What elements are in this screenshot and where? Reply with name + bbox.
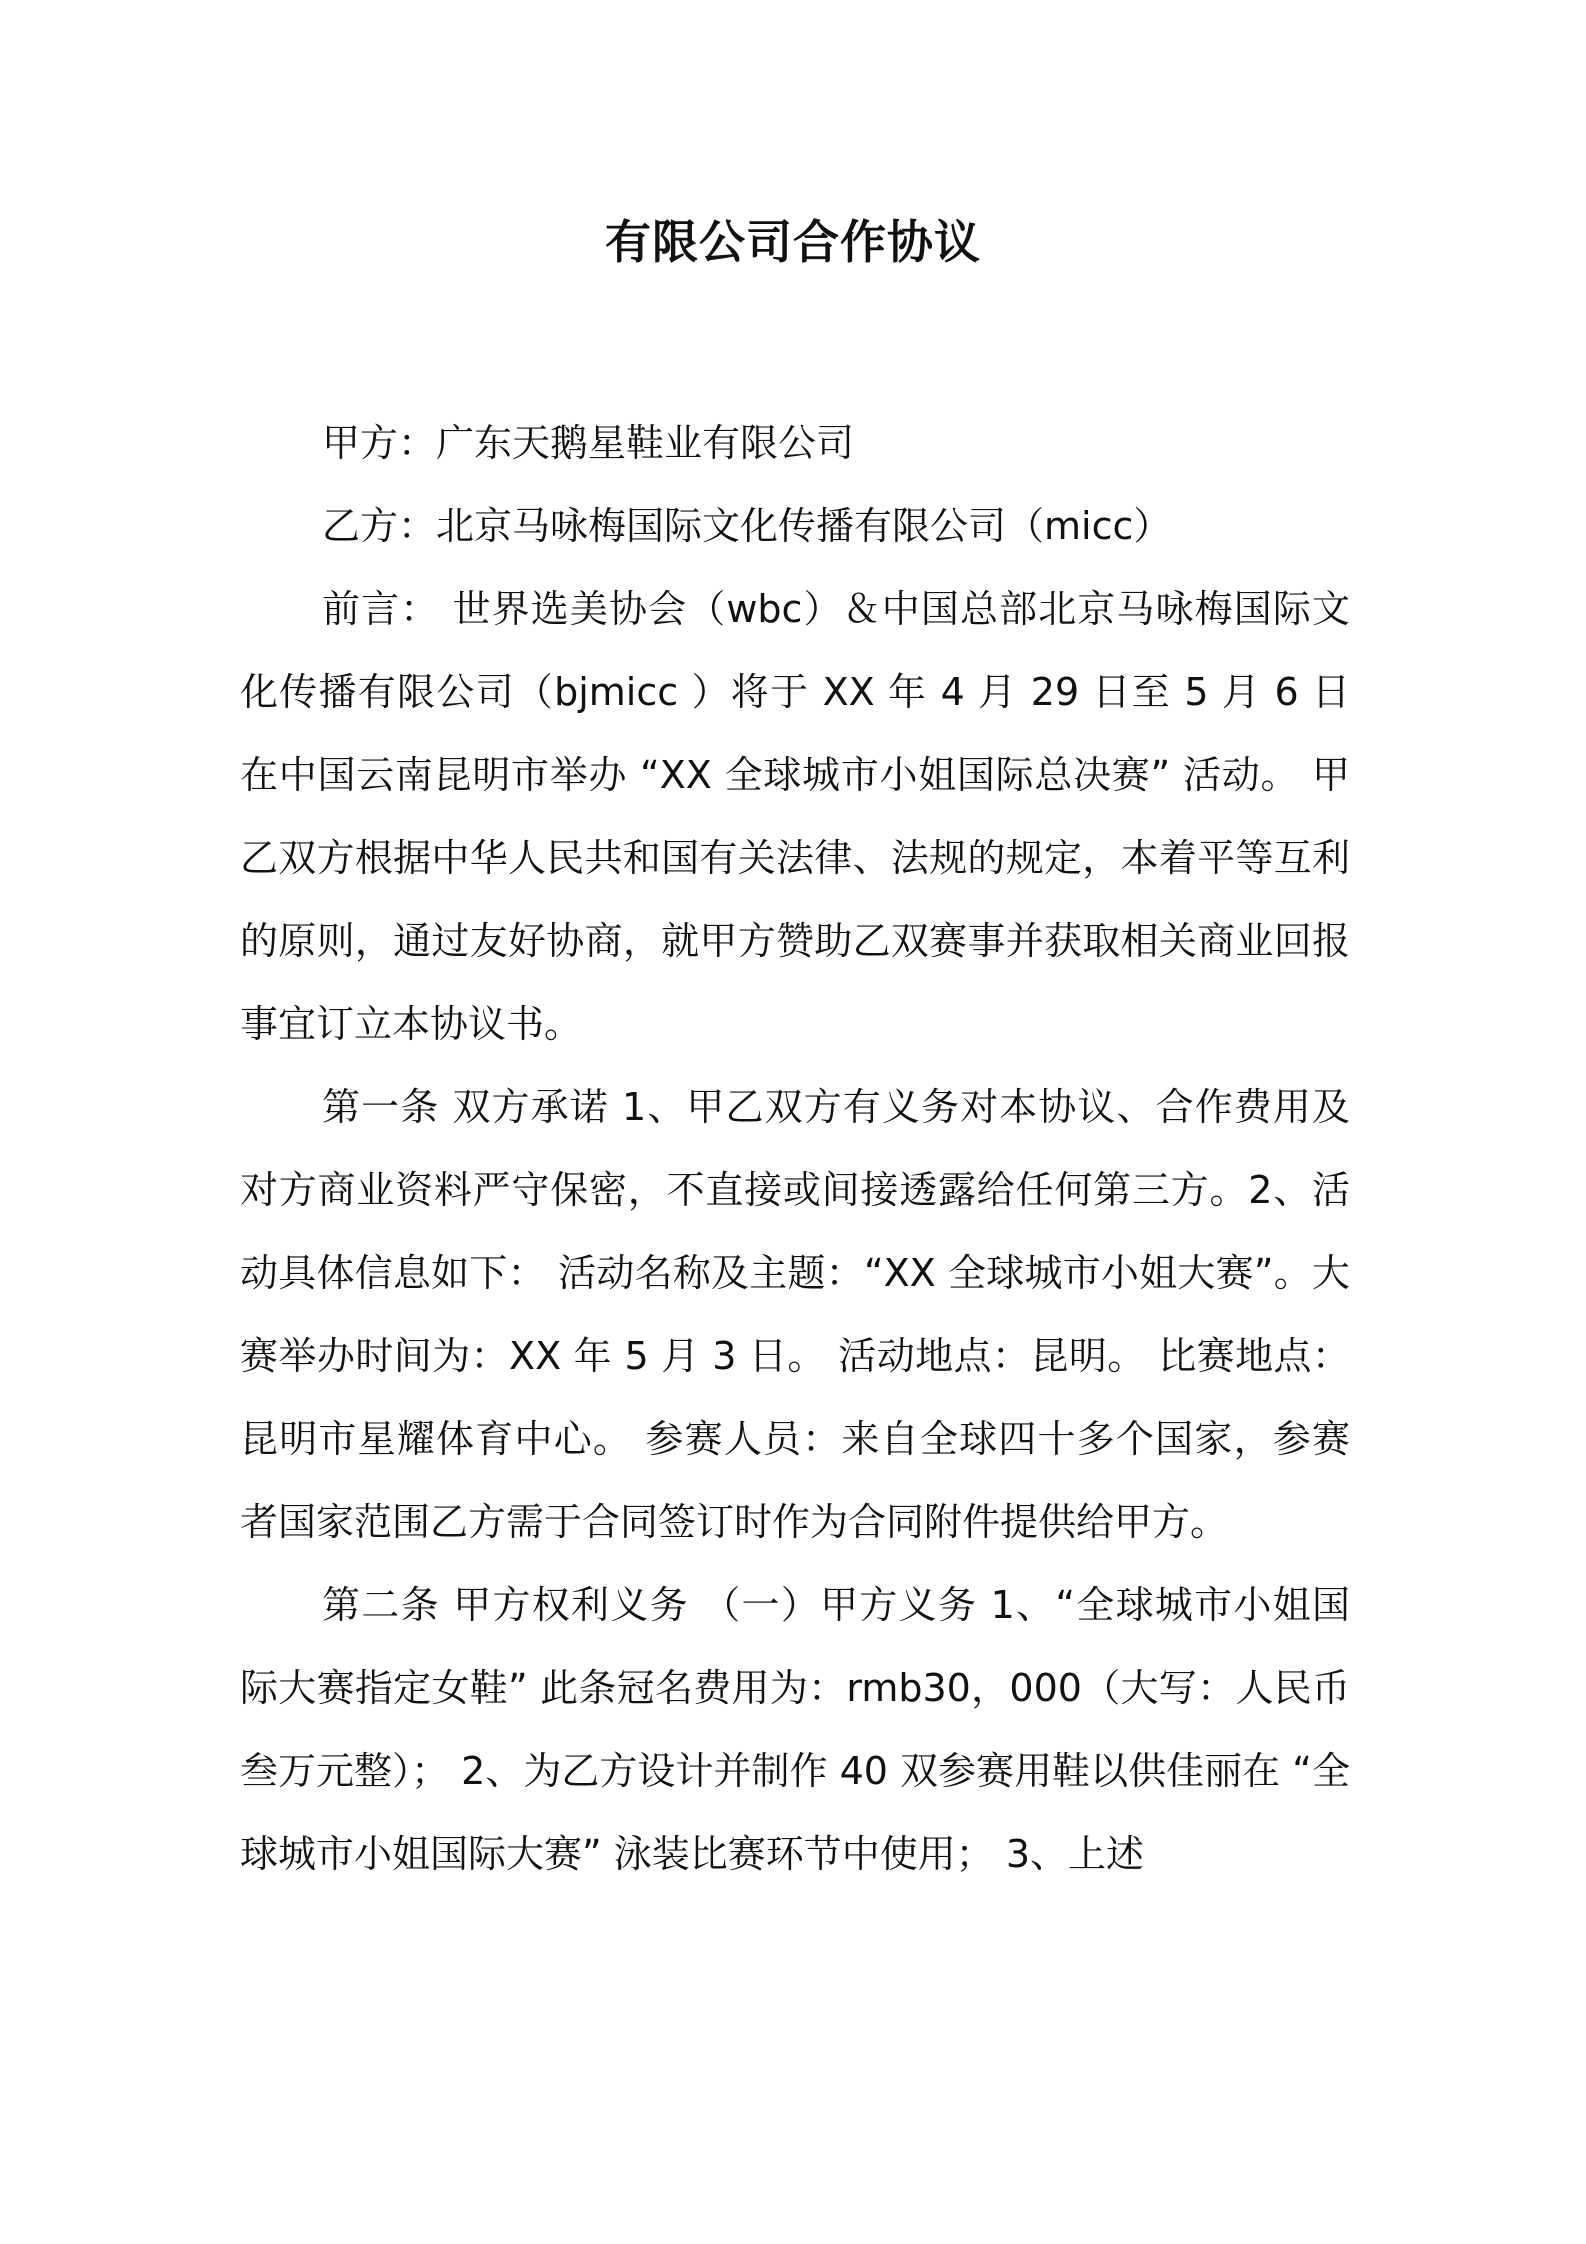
- document-title: 有限公司合作协议: [605, 215, 981, 269]
- document-body: [240, 402, 1350, 1896]
- party-a-line: 甲方：广东天鹅星鞋业有限公司: [322, 421, 855, 465]
- article-1-paragraph: 第一条 双方承诺 1、甲乙双方有义务对本协议、合作费用及对方商业资料严守保密，不直接或间接透露给任何第三方。2、活动具体信息如下： 活动名称及主题：“XX 全球城市小姐大赛”。大赛举办时间为：XX 年 5 月 3 日。 活动地点：昆明。 比赛地点：昆明市星耀体育中心。 参赛人员：来自全球四十多个国家，参赛者国家范围乙方需于合同签订时作为合同附件提供给甲方。: [240, 1085, 1350, 1544]
- preface-paragraph: 前言： 世界选美协会（wbc）＆中国总部北京马咏梅国际文化传播有限公司（bjmicc ）将于 XX 年 4 月 29 日至 5 月 6 日在中国云南昆明市举办 “XX 全球城市小姐国际总决赛” 活动。 甲乙双方根据中华人民共和国有关法律、法规的规定，本着平等互利的原则，通过友好协商，就甲方赞助乙双赛事并获取相关商业回报事宜订立本协议书。: [240, 587, 1350, 1046]
- article-2-paragraph: 第二条 甲方权利义务 （一）甲方义务 1、“全球城市小姐国际大赛指定女鞋” 此条冠名费用为：rmb30，000（大写：人民币叁万元整）； 2、为乙方设计并制作 40 双参赛用鞋以供佳丽在 “全球城市小姐国际大赛” 泳装比赛环节中使用； 3、上述: [240, 1583, 1350, 1876]
- party-b-line: 乙方：北京马咏梅国际文化传播有限公司（micc）: [322, 504, 1172, 548]
